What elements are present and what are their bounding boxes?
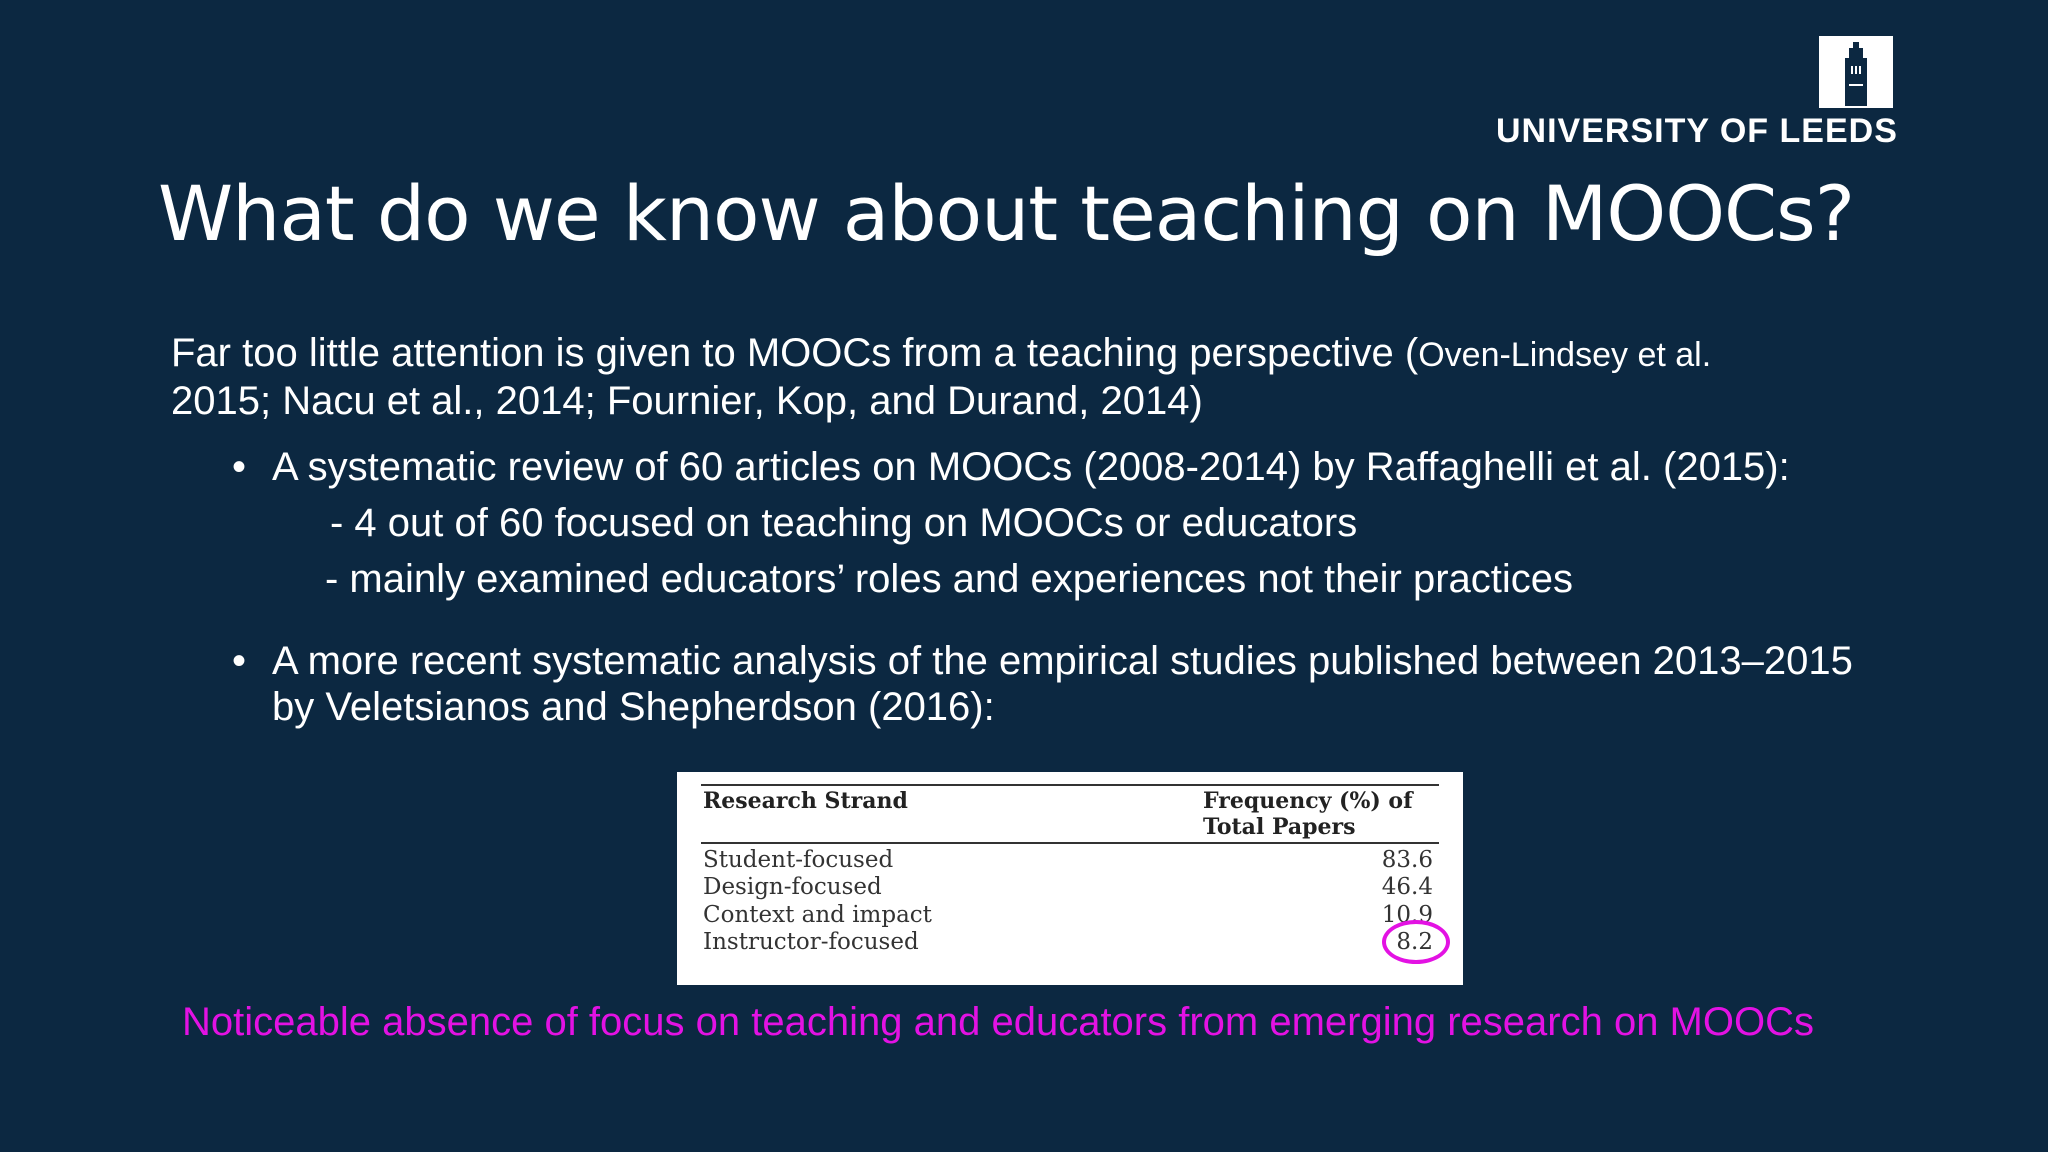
bullet-text: A more recent systematic analysis of the empirical studies published between 2013–2015 by Veletsianos and Shepherdson (2016):: [272, 639, 1853, 729]
row-value: 46.4: [1381, 874, 1433, 900]
bullet-text: A systematic review of 60 articles on MOOCs (2008-2014) by Raffaghelli et al. (2015):: [272, 445, 1790, 489]
tower-logo-icon: [1819, 36, 1893, 108]
intro-paragraph: [171, 330, 1891, 424]
university-logo-text: UNIVERSITY OF LEEDS: [1496, 112, 1898, 150]
row-label: Context and impact: [703, 902, 932, 928]
highlight-circle: [1382, 920, 1450, 964]
row-value: 83.6: [1381, 847, 1433, 873]
row-label: Instructor-focused: [703, 929, 919, 955]
row-label: Student-focused: [703, 847, 894, 873]
intro-text: Far too little attention is given to MOOCs from a teaching perspective (: [171, 331, 1419, 375]
research-strand-table: [677, 772, 1463, 985]
intro-citation: Oven-Lindsey et al.: [1418, 336, 1712, 374]
table-top-rule: [701, 784, 1439, 786]
row-value: 8.2: [1396, 929, 1433, 955]
bullet-item-analysis: [232, 638, 1892, 730]
table-header-rule: [701, 842, 1439, 844]
intro-citation-rest: 2015; Nacu et al., 2014; Fournier, Kop, and Durand, 2014): [171, 379, 1203, 423]
row-label: Design-focused: [703, 874, 882, 900]
footer-highlight-text: Noticeable absence of focus on teaching and educators from emerging research on MOOCs: [182, 1000, 1814, 1044]
bullet-icon: •: [232, 445, 247, 489]
bullet-item-review: [232, 444, 1912, 490]
table-header-frequency: Frequency (%) of Total Papers: [1203, 788, 1413, 840]
row-value: 10.9: [1381, 902, 1433, 928]
bullet-icon: •: [232, 639, 247, 683]
slide-title: What do we know about teaching on MOOCs?: [158, 169, 1855, 258]
table-header-strand: Research Strand: [703, 788, 908, 814]
sub-item: - 4 out of 60 focused on teaching on MOOCs or educators: [330, 501, 1358, 545]
sub-item: - mainly examined educators’ roles and experiences not their practices: [325, 557, 1574, 601]
